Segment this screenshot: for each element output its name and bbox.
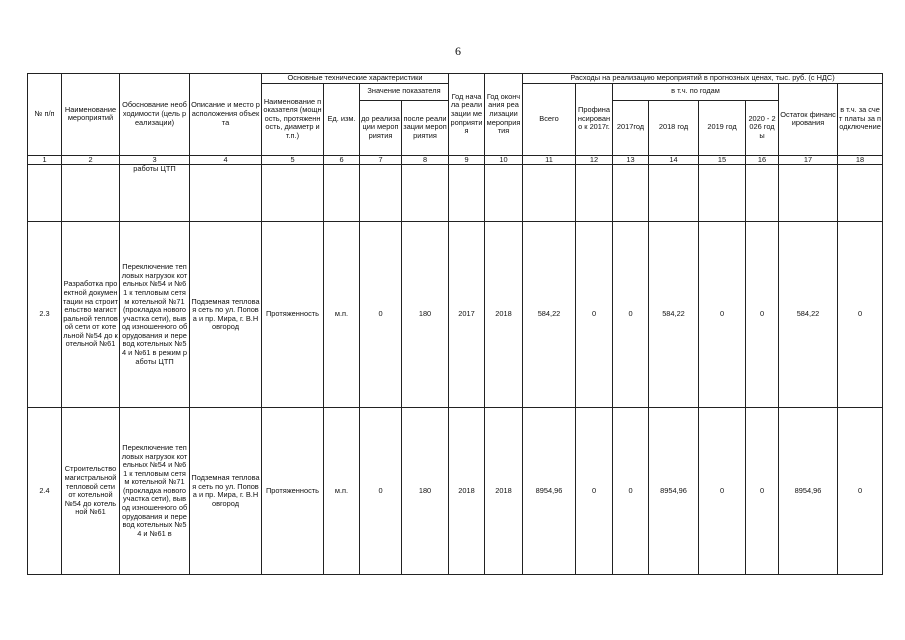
header-description: Описание и место расположения объекта: [190, 74, 262, 156]
col-num: 3: [120, 155, 190, 165]
row-description: Подземная тепловая сеть по ул. Попова и пр. Мира, г. В.Новгород: [190, 222, 262, 408]
row-parameter: Протяженность: [262, 222, 324, 408]
col-num: 6: [324, 155, 360, 165]
row-total: 8954,96: [523, 408, 576, 575]
investment-table: [27, 73, 883, 575]
row-number: 2.4: [28, 408, 62, 575]
row-description: Подземная тепловая сеть по ул. Попова и пр. Мира, г. В.Новгород: [190, 408, 262, 575]
header-after: после реализации мероприятия: [402, 100, 449, 155]
header-tech-group: Основные технические характеристики: [262, 74, 449, 84]
header-reason: Обоснование необходимости (цель реализации): [120, 74, 190, 156]
header-remaining: Остаток финансирования: [779, 83, 838, 155]
header-2017: 2017год: [613, 100, 649, 155]
col-num: 14: [649, 155, 699, 165]
row-remaining: 584,22: [779, 222, 838, 408]
col-num: 12: [576, 155, 613, 165]
row-reason: Переключение тепловых нагрузок котельных №54 и №61 к тепловым сетям котельной №71 (прокладка нового участка сети), вывод изношенного оборудования и перевод котельных №54 и №61 в: [120, 408, 190, 575]
column-number-row: [28, 155, 883, 165]
row-2020-2026: 0: [746, 408, 779, 575]
col-num: 8: [402, 155, 449, 165]
row-end: 2018: [485, 222, 523, 408]
row-fee: 0: [838, 222, 883, 408]
row-2017: 0: [613, 222, 649, 408]
row-number: 2.3: [28, 222, 62, 408]
table-row: [28, 222, 883, 408]
row-2020-2026: 0: [746, 222, 779, 408]
row-2019: 0: [699, 222, 746, 408]
header-name: Наименование мероприятий: [62, 74, 120, 156]
row-parameter: Протяженность: [262, 408, 324, 575]
row-start: 2017: [449, 222, 485, 408]
col-num: 5: [262, 155, 324, 165]
row-end: 2018: [485, 408, 523, 575]
header-financed: Профинансировано к 2017г.: [576, 83, 613, 155]
row-name: Разработка проектной документации на строительство магистральной тепловой сети от котельной №54 до котельной №61: [62, 222, 120, 408]
row-2018: 584,22: [649, 222, 699, 408]
col-num: 17: [779, 155, 838, 165]
table-row: [28, 408, 883, 575]
row-start: 2018: [449, 408, 485, 575]
row-financed: 0: [576, 408, 613, 575]
col-num: 4: [190, 155, 262, 165]
row-financed: 0: [576, 222, 613, 408]
col-num: 9: [449, 155, 485, 165]
col-num: 16: [746, 155, 779, 165]
header-before: до реализации мероприятия: [360, 100, 402, 155]
col-num: 18: [838, 155, 883, 165]
header-end-year: Год окончания реализации мероприятия: [485, 74, 523, 156]
col-num: 1: [28, 155, 62, 165]
header-parameter: Наименование показателя (мощность, протяженность, диаметр и т.п.): [262, 83, 324, 155]
continued-reason: работы ЦТП: [120, 165, 190, 222]
header-unit: Ед. изм.: [324, 83, 360, 155]
row-2019: 0: [699, 408, 746, 575]
row-2017: 0: [613, 408, 649, 575]
header-2018: 2018 год: [649, 100, 699, 155]
row-fee: 0: [838, 408, 883, 575]
row-2018: 8954,96: [649, 408, 699, 575]
row-after: 180: [402, 408, 449, 575]
header-2020-2026: 2020 - 2026 годы: [746, 100, 779, 155]
col-num: 7: [360, 155, 402, 165]
col-num: 2: [62, 155, 120, 165]
header-years-group: в т.ч. по годам: [613, 83, 779, 100]
continuation-row: [28, 165, 883, 222]
row-name: Строительство магистральной тепловой сети от котельной №54 до котельной №61: [62, 408, 120, 575]
header-number: № п/п: [28, 74, 62, 156]
col-num: 15: [699, 155, 746, 165]
row-remaining: 8954,96: [779, 408, 838, 575]
col-num: 11: [523, 155, 576, 165]
header-total: Всего: [523, 83, 576, 155]
row-reason: Переключение тепловых нагрузок котельных №54 и №61 к тепловым сетям котельной №71 (прокладка нового участка сети), вывод изношенного оборудования и перевод котельных №54 и №61 в режим работы ЦТП: [120, 222, 190, 408]
page-number: 6: [455, 44, 461, 58]
row-before: 0: [360, 222, 402, 408]
row-after: 180: [402, 222, 449, 408]
header-costs-group: Расходы на реализацию мероприятий в прогнозных ценах, тыс. руб. (с НДС): [523, 74, 883, 84]
header-start-year: Год начала реализации мероприятия: [449, 74, 485, 156]
header-value-group: Значение показателя: [360, 83, 449, 100]
row-before: 0: [360, 408, 402, 575]
col-num: 10: [485, 155, 523, 165]
header-connection-fee: в т.ч. за счет платы за подключение: [838, 83, 883, 155]
col-num: 13: [613, 155, 649, 165]
row-total: 584,22: [523, 222, 576, 408]
row-unit: м.п.: [324, 222, 360, 408]
header-2019: 2019 год: [699, 100, 746, 155]
row-unit: м.п.: [324, 408, 360, 575]
